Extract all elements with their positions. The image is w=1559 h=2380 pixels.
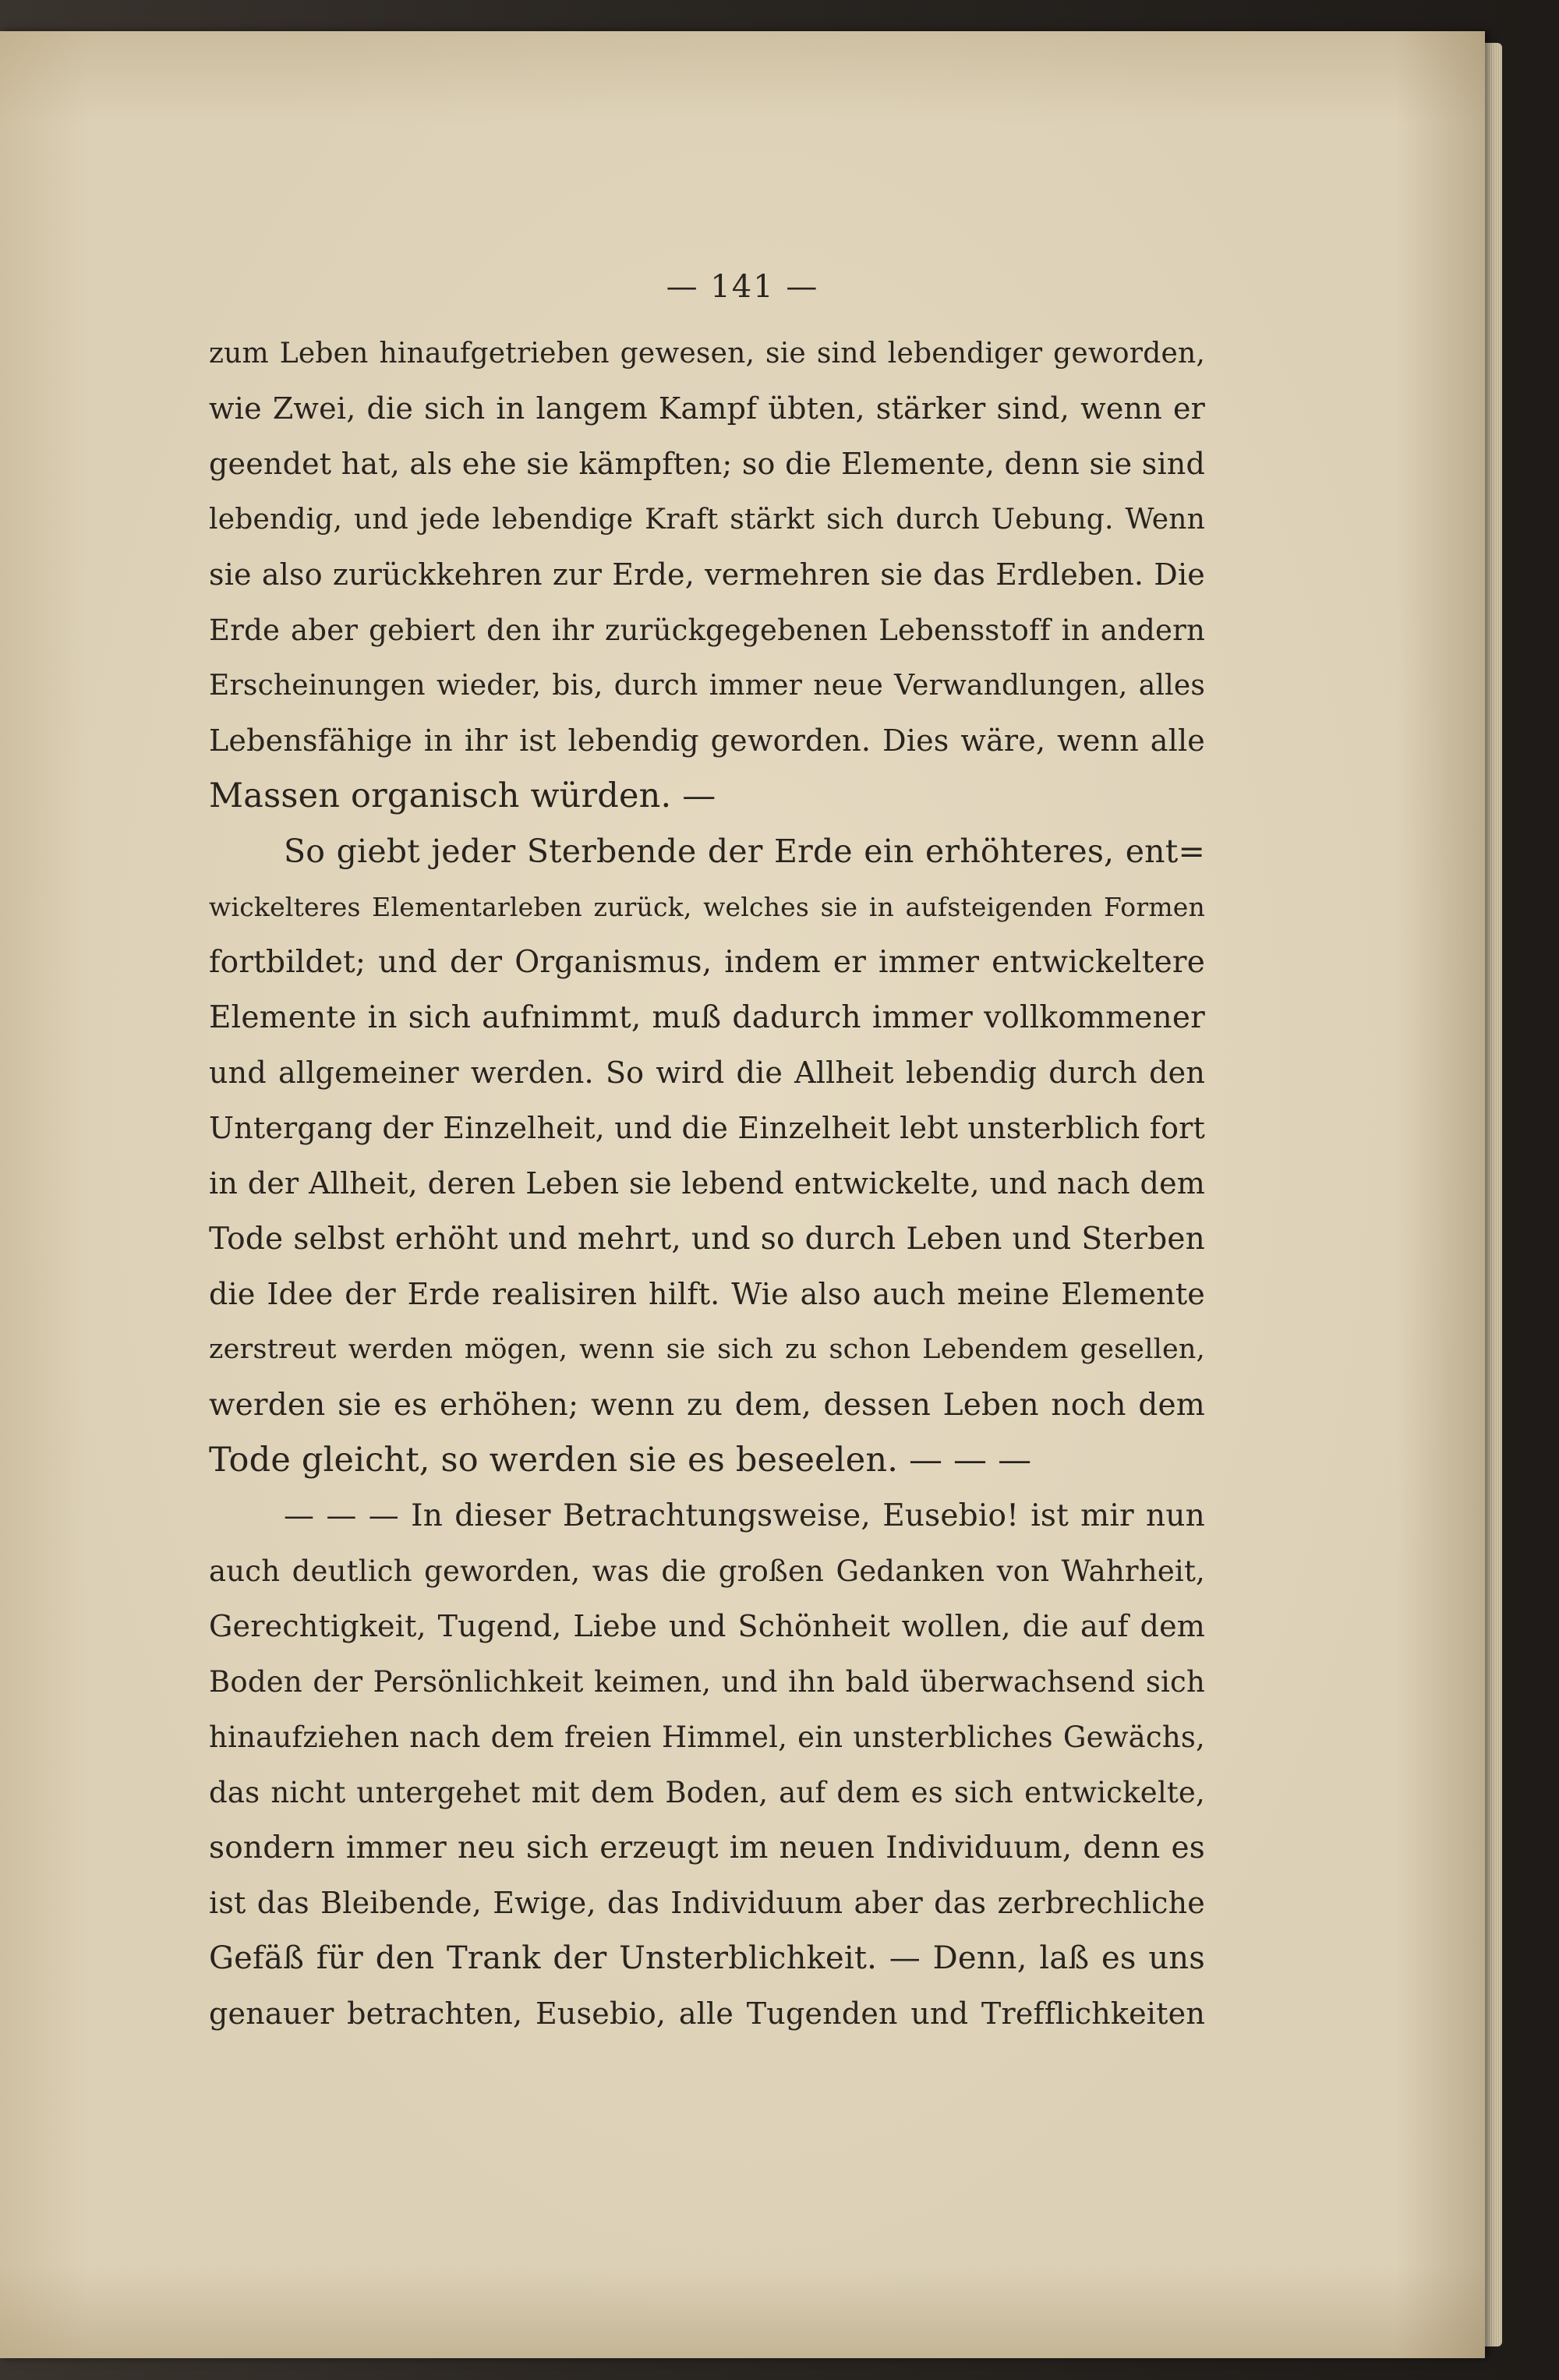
- text-line: Untergang der Einzelheit, und die Einzelheit lebt unsterblich fort: [209, 1111, 1205, 1145]
- text-line: Boden der Persönlichkeit keimen, und ihn bald überwachsend sich: [209, 1665, 1205, 1699]
- text-line: werden sie es erhöhen; wenn zu dem, dessen Leben noch dem: [209, 1388, 1205, 1423]
- text-line: Tode selbst erhöht und mehrt, und so durch Leben und Sterben: [209, 1222, 1205, 1257]
- text-line: in der Allheit, deren Leben sie lebend entwickelte, und nach dem: [209, 1166, 1205, 1201]
- text-line: die Idee der Erde realisiren hilft. Wie also auch meine Elemente: [209, 1277, 1205, 1311]
- text-line: auch deutlich geworden, was die großen Gedanken von Wahrheit,: [209, 1554, 1205, 1588]
- text-line: Massen organisch würden. —: [209, 776, 716, 815]
- text-line: geendet hat, als ehe sie kämpften; so die Elemente, denn sie sind: [209, 447, 1205, 481]
- text-line: Erscheinungen wieder, bis, durch immer neue Verwandlungen, alles: [209, 670, 1205, 702]
- text-line: genauer betrachten, Eusebio, alle Tugenden und Trefflichkeiten: [209, 1996, 1205, 2031]
- text-line: und allgemeiner werden. So wird die Allheit lebendig durch den: [209, 1056, 1205, 1090]
- text-line: Tode gleicht, so werden sie es beseelen. — — —: [209, 1441, 1032, 1480]
- text-line: Lebensfähige in ihr ist lebendig geworden. Dies wäre, wenn alle: [209, 723, 1205, 758]
- text-line: — — — In dieser Betrachtungsweise, Eusebio! ist mir nun: [284, 1498, 1205, 1533]
- text-line: ist das Bleibende, Ewige, das Individuum aber das zerbrechliche: [209, 1886, 1205, 1920]
- text-line: So giebt jeder Sterbende der Erde ein erhöhteres, ent=: [284, 833, 1205, 870]
- text-line: Gefäß für den Trank der Unsterblichkeit. — Denn, laß es uns: [209, 1940, 1205, 1976]
- text-line: sie also zurückkehren zur Erde, vermehren sie das Erdleben. Die: [209, 557, 1205, 592]
- page-number: — 141 —: [666, 269, 819, 305]
- text-line: Erde aber gebiert den ihr zurückgegebenen Lebensstoff in andern: [209, 614, 1205, 647]
- text-line: sondern immer neu sich erzeugt im neuen Individuum, denn es: [209, 1830, 1205, 1865]
- text-line: zerstreut werden mögen, wenn sie sich zu schon Lebendem gesellen,: [209, 1334, 1205, 1365]
- text-line: hinaufziehen nach dem freien Himmel, ein unsterbliches Gewächs,: [209, 1720, 1205, 1754]
- text-line: zum Leben hinaufgetrieben gewesen, sie sind lebendiger geworden,: [209, 338, 1205, 370]
- text-line: das nicht untergehet mit dem Boden, auf dem es sich entwickelte,: [209, 1776, 1205, 1809]
- text-line: Gerechtigkeit, Tugend, Liebe und Schönheit wollen, die auf dem: [209, 1609, 1205, 1643]
- text-line: lebendig, und jede lebendige Kraft stärkt sich durch Uebung. Wenn: [209, 504, 1205, 536]
- text-line: wie Zwei, die sich in langem Kampf übten, stärker sind, wenn er: [209, 391, 1205, 426]
- text-line: fortbildet; und der Organismus, indem er immer entwickeltere: [209, 945, 1205, 980]
- page-edges: [1485, 43, 1502, 2346]
- body-text: [209, 326, 1205, 2042]
- book-page: [0, 31, 1485, 2358]
- text-line: wickelteres Elementarleben zurück, welches sie in aufsteigenden Formen: [209, 892, 1205, 922]
- text-line: Elemente in sich aufnimmt, muß dadurch immer vollkommener: [209, 1000, 1205, 1035]
